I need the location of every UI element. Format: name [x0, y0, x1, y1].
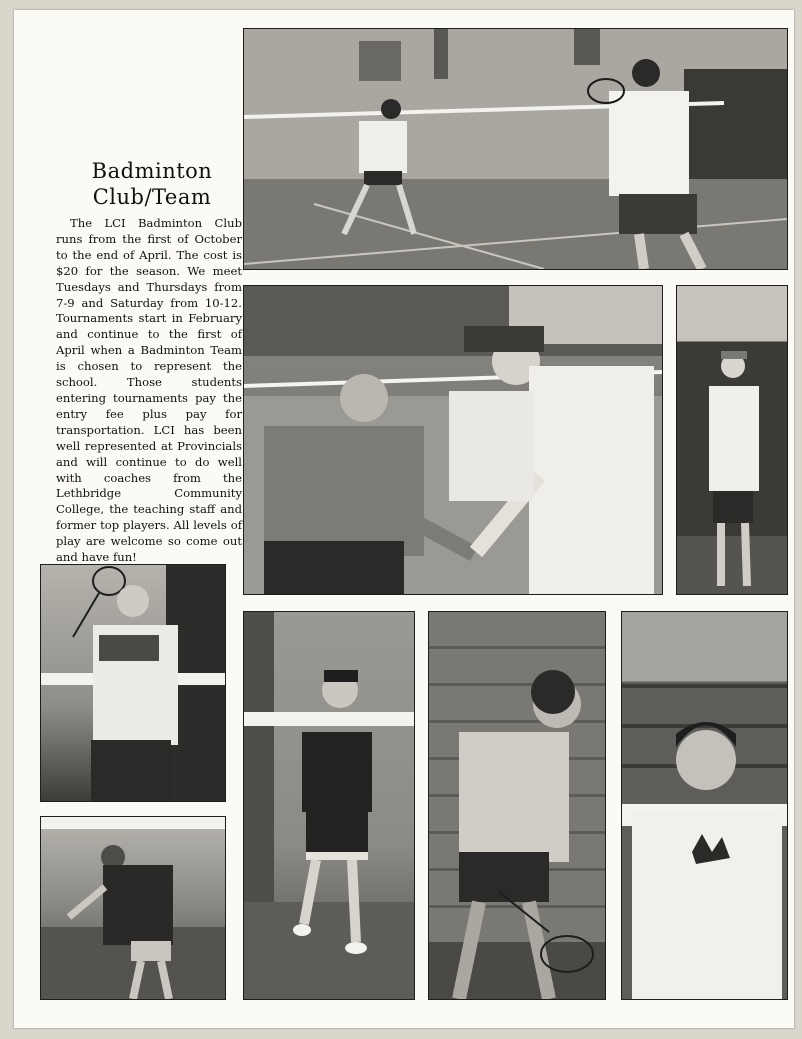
- article-body: The LCI Badminton Club runs from the first of October to the end of April. The cost is $20 for the season. We meet Tuesdays and Thursdays from 7-9 and Saturday from 10-12. Tournaments start in February and continue to the first of April when a Badminton Team is chosen to represent the school. Those students entering tournaments pay the entry fee plus pay for transportation. LCI has been well represented at Provincials and will continue to do well with coaches from the Lethbridge Community College, the teaching staff and former top players. All levels of play are welcome so come out and have fun!: [56, 216, 242, 565]
- photo-player-racket-raised: [40, 564, 226, 802]
- photo-player-standing: [676, 285, 788, 595]
- photo-player-lunging: [428, 611, 606, 1000]
- photo-player-crouching: [40, 816, 226, 1000]
- title-line-1: Badminton: [91, 159, 213, 183]
- title-line-2: Club/Team: [92, 185, 212, 209]
- photo-player-close-up: [621, 611, 788, 1000]
- photo-handshake-at-net: [243, 285, 663, 595]
- photo-gym-net-doubles: [243, 28, 788, 270]
- photo-player-dark-shirt: [243, 611, 415, 1000]
- article-title: [66, 158, 238, 210]
- yearbook-page: [14, 10, 794, 1028]
